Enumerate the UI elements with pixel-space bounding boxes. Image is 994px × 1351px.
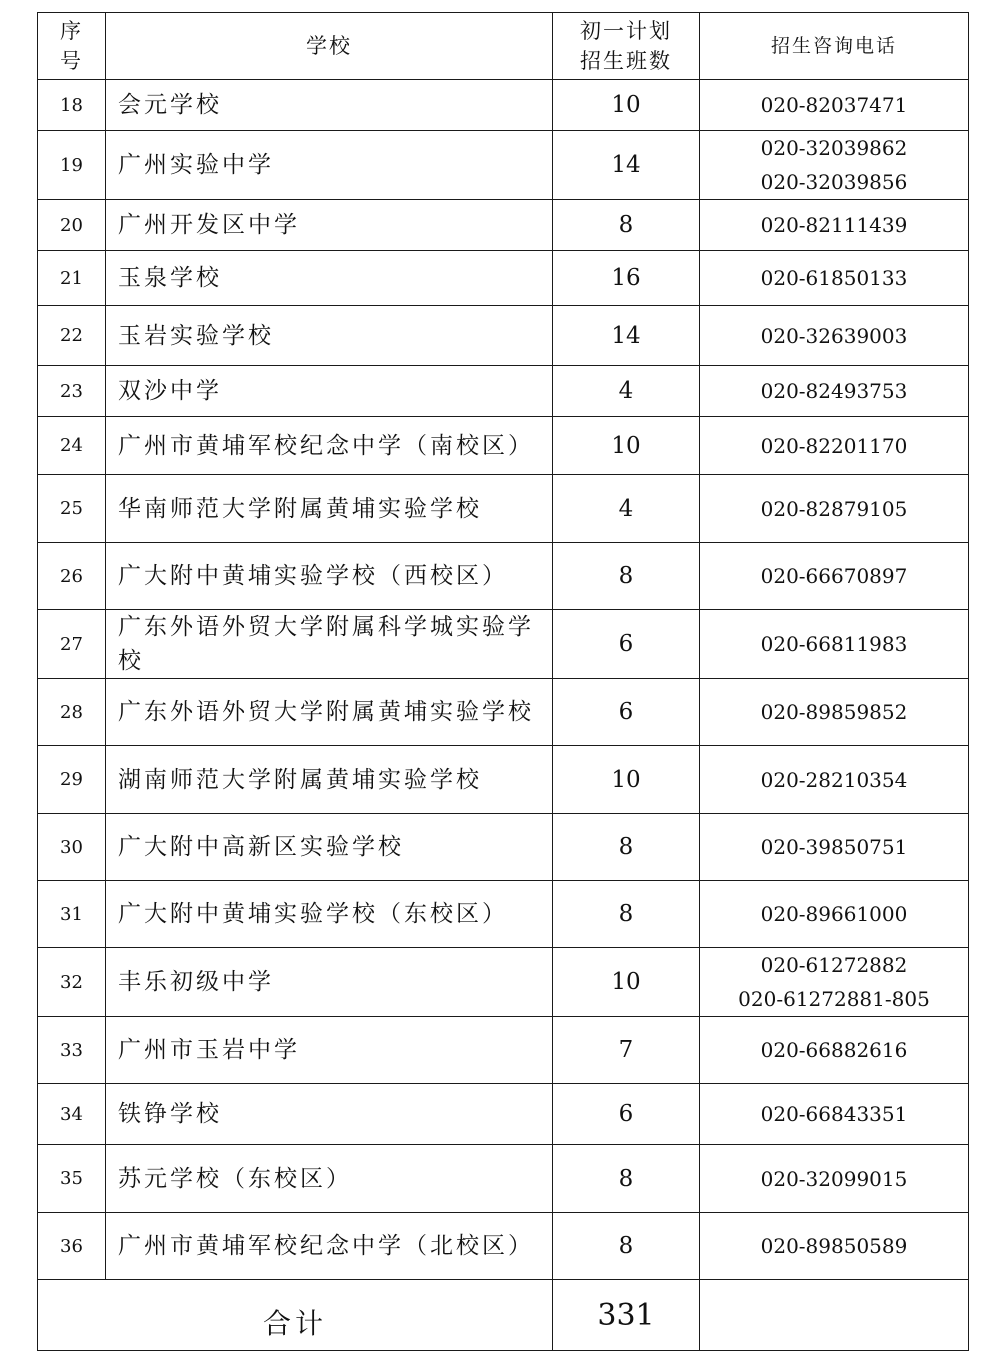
phone-cell: [700, 80, 969, 131]
school-name: 广州市玉岩中学: [106, 1017, 553, 1084]
class-count: 6: [553, 610, 700, 679]
class-count: 4: [553, 475, 700, 543]
school-name: 广州开发区中学: [106, 200, 553, 251]
phone-cell: [700, 746, 969, 814]
row-number: 19: [38, 131, 106, 200]
phone-cell: [700, 1017, 969, 1084]
class-count: 6: [553, 1084, 700, 1145]
class-count: 8: [553, 881, 700, 948]
phone-cell: [700, 1213, 969, 1280]
header-school: 学校: [106, 13, 553, 80]
row-number: 31: [38, 881, 106, 948]
class-count: 8: [553, 200, 700, 251]
school-name: 会元学校: [106, 80, 553, 131]
school-name: 广州实验中学: [106, 131, 553, 200]
school-name: 双沙中学: [106, 366, 553, 417]
phone-number: 020-82879105: [760, 496, 908, 521]
row-number: 27: [38, 610, 106, 679]
phone-number: 020-89661000: [760, 902, 908, 926]
phone-number: 020-61850133: [760, 266, 908, 290]
row-number: 33: [38, 1017, 106, 1084]
phone-number: 020-39850751: [760, 835, 908, 859]
phone-cell: [700, 417, 969, 475]
row-number: 18: [38, 80, 106, 131]
class-count: 8: [553, 543, 700, 610]
school-name: 华南师范大学附属黄埔实验学校: [106, 475, 553, 543]
class-count: 10: [553, 80, 700, 131]
table-body: [38, 80, 969, 1280]
class-count: 8: [553, 1213, 700, 1280]
row-number: 25: [38, 475, 106, 543]
table-row: [38, 814, 969, 881]
phone-number: 020-61272881-805: [738, 987, 930, 1011]
school-name: 广东外语外贸大学附属黄埔实验学校: [106, 679, 553, 746]
phone-cell: [700, 131, 969, 200]
phone-cell: [700, 814, 969, 881]
header-classes-line2: 招生班数: [580, 49, 672, 73]
phone-cell: [700, 251, 969, 306]
phone-cell: [700, 1084, 969, 1145]
table-row: [38, 475, 969, 543]
row-number: 26: [38, 543, 106, 610]
school-name: 广大附中黄埔实验学校（东校区）: [106, 881, 553, 948]
school-name: 湖南师范大学附属黄埔实验学校: [106, 746, 553, 814]
table-row: [38, 306, 969, 366]
class-count: 8: [553, 814, 700, 881]
table-row: [38, 1017, 969, 1084]
table-row: [38, 1145, 969, 1213]
school-name: 丰乐初级中学: [106, 948, 553, 1017]
school-name: 广大附中高新区实验学校: [106, 814, 553, 881]
class-count: 10: [553, 417, 700, 475]
row-number: 20: [38, 200, 106, 251]
table-row: [38, 948, 969, 1017]
total-phone: [700, 1280, 969, 1351]
phone-number: 020-66843351: [760, 1102, 908, 1126]
school-name: 玉泉学校: [106, 251, 553, 306]
row-number: 32: [38, 948, 106, 1017]
phone-number: 020-82111439: [760, 213, 908, 237]
table-row: [38, 746, 969, 814]
table-row: [38, 80, 969, 131]
phone-cell: [700, 543, 969, 610]
table-row: [38, 417, 969, 475]
school-name: 玉岩实验学校: [106, 306, 553, 366]
class-count: 6: [553, 679, 700, 746]
row-number: 28: [38, 679, 106, 746]
row-number: 36: [38, 1213, 106, 1280]
total-label: 合计: [38, 1280, 553, 1351]
table-row: [38, 679, 969, 746]
table-row: [38, 366, 969, 417]
row-number: 34: [38, 1084, 106, 1145]
table-row: [38, 131, 969, 200]
row-number: 22: [38, 306, 106, 366]
enrollment-table: [37, 12, 969, 1351]
header-no: 序号: [38, 13, 106, 80]
phone-cell: [700, 881, 969, 948]
total-classes: 331: [553, 1280, 700, 1351]
header-classes: [553, 13, 700, 80]
school-name: 铁铮学校: [106, 1084, 553, 1145]
phone-cell: [700, 200, 969, 251]
class-count: 8: [553, 1145, 700, 1213]
table-row: [38, 1084, 969, 1145]
school-name: 广州市黄埔军校纪念中学（北校区）: [106, 1213, 553, 1280]
table-row: [38, 543, 969, 610]
table-row: [38, 881, 969, 948]
school-name: 苏元学校（东校区）: [106, 1145, 553, 1213]
phone-number: 020-32039862: [760, 136, 908, 160]
class-count: 14: [553, 131, 700, 200]
header-phone: 招生咨询电话: [700, 13, 969, 80]
phone-cell: [700, 306, 969, 366]
class-count: 10: [553, 948, 700, 1017]
row-number: 21: [38, 251, 106, 306]
school-name: 广州市黄埔军校纪念中学（南校区）: [106, 417, 553, 475]
phone-cell: [700, 475, 969, 543]
phone-cell: [700, 1145, 969, 1213]
row-number: 29: [38, 746, 106, 814]
phone-number: 020-61272882: [760, 953, 908, 977]
header-row: [38, 13, 969, 80]
school-name: 广东外语外贸大学附属科学城实验学校: [106, 610, 553, 679]
phone-number: 020-89859852: [760, 700, 908, 724]
class-count: 4: [553, 366, 700, 417]
phone-number: 020-82201170: [760, 433, 908, 458]
phone-number: 020-89850589: [760, 1234, 908, 1258]
class-count: 14: [553, 306, 700, 366]
phone-cell: [700, 366, 969, 417]
total-row: [38, 1280, 969, 1351]
table-row: [38, 610, 969, 679]
row-number: 24: [38, 417, 106, 475]
class-count: 10: [553, 746, 700, 814]
row-number: 30: [38, 814, 106, 881]
phone-cell: [700, 948, 969, 1017]
row-number: 35: [38, 1145, 106, 1213]
class-count: 16: [553, 251, 700, 306]
school-name: 广大附中黄埔实验学校（西校区）: [106, 543, 553, 610]
phone-cell: [700, 610, 969, 679]
table-row: [38, 1213, 969, 1280]
phone-number: 020-32099015: [760, 1166, 908, 1191]
class-count: 7: [553, 1017, 700, 1084]
phone-number: 020-66670897: [760, 564, 908, 588]
phone-number: 020-66882616: [760, 1038, 908, 1062]
phone-number: 020-66811983: [760, 632, 908, 656]
phone-number: 020-32039856: [760, 170, 908, 194]
phone-number: 020-28210354: [760, 767, 908, 792]
phone-number: 020-82493753: [760, 379, 908, 403]
table-row: [38, 251, 969, 306]
phone-cell: [700, 679, 969, 746]
row-number: 23: [38, 366, 106, 417]
header-classes-line1: 初一计划: [580, 19, 672, 43]
table-row: [38, 200, 969, 251]
phone-number: 020-82037471: [760, 93, 908, 117]
phone-number: 020-32639003: [760, 323, 908, 348]
